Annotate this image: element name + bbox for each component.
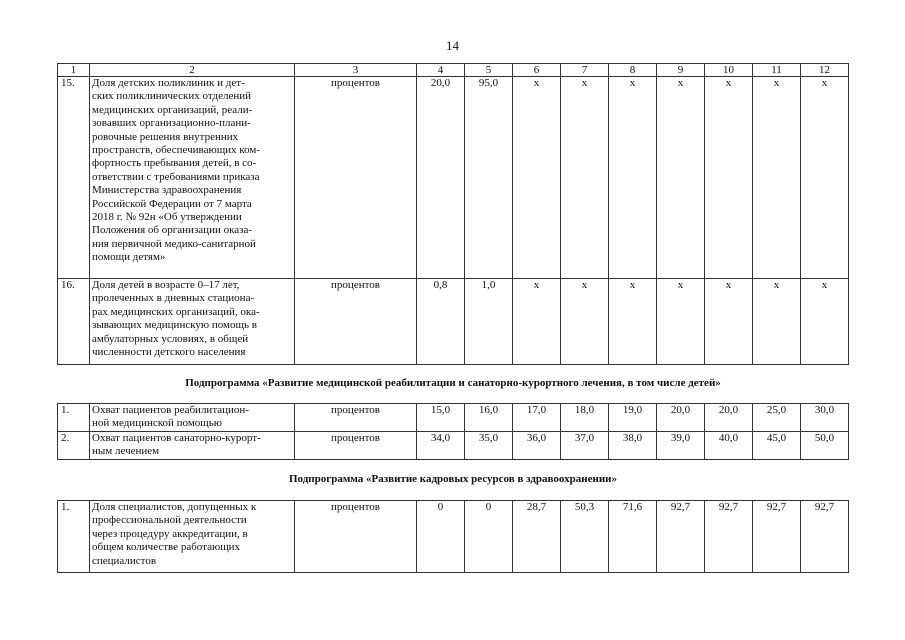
indicator-name: Охват пациентов реабилитацион- ной медицинской помощью [90, 404, 295, 432]
header-row [58, 64, 849, 77]
section-title-row [58, 460, 849, 501]
value-cell: 20,0 [705, 404, 753, 432]
row-number: 15. [58, 77, 90, 279]
value-cell: x [657, 279, 705, 365]
value-cell: 0,8 [417, 279, 465, 365]
value-cell: 1,0 [465, 279, 513, 365]
table-row [58, 279, 849, 365]
value-cell: 39,0 [657, 432, 705, 460]
table-row [58, 432, 849, 460]
indicators-table [57, 63, 849, 573]
table-row [58, 501, 849, 573]
value-cell: x [513, 279, 561, 365]
value-cell: 16,0 [465, 404, 513, 432]
value-cell: 92,7 [753, 501, 801, 573]
value-cell: 38,0 [609, 432, 657, 460]
value-cell: x [609, 77, 657, 279]
value-cell: 15,0 [417, 404, 465, 432]
section-title: Подпрограмма «Развитие медицинской реабилитации и санаторно-курортного лечения, в том числе детей» [58, 365, 849, 404]
indicator-name: Доля специалистов, допущенных к профессиональной деятельности через процедуру аккредитации, в общем количестве работающих специалистов [90, 501, 295, 573]
value-cell: 36,0 [513, 432, 561, 460]
value-cell: 28,7 [513, 501, 561, 573]
section-title-row [58, 365, 849, 404]
page-number: 14 [446, 38, 459, 53]
value-cell: 20,0 [417, 77, 465, 279]
value-cell: x [705, 77, 753, 279]
value-cell: x [561, 279, 609, 365]
value-cell: x [609, 279, 657, 365]
table-row [58, 404, 849, 432]
unit-cell: процентов [295, 404, 417, 432]
value-cell: x [513, 77, 561, 279]
col-header: 8 [609, 64, 657, 77]
table-row [58, 77, 849, 279]
value-cell: 35,0 [465, 432, 513, 460]
col-header: 1 [58, 64, 90, 77]
value-cell: 20,0 [657, 404, 705, 432]
value-cell: 18,0 [561, 404, 609, 432]
value-cell: x [705, 279, 753, 365]
value-cell: 95,0 [465, 77, 513, 279]
col-header: 2 [90, 64, 295, 77]
value-cell: 50,3 [561, 501, 609, 573]
value-cell: 34,0 [417, 432, 465, 460]
col-header: 3 [295, 64, 417, 77]
unit-cell: процентов [295, 501, 417, 573]
unit-cell: процентов [295, 279, 417, 365]
value-cell: 92,7 [801, 501, 849, 573]
value-cell: 71,6 [609, 501, 657, 573]
value-cell: 30,0 [801, 404, 849, 432]
value-cell: 0 [465, 501, 513, 573]
unit-cell: процентов [295, 432, 417, 460]
row-number: 1. [58, 501, 90, 573]
col-header: 9 [657, 64, 705, 77]
row-number: 1. [58, 404, 90, 432]
col-header: 4 [417, 64, 465, 77]
unit-cell: процентов [295, 77, 417, 279]
value-cell: 50,0 [801, 432, 849, 460]
col-header: 5 [465, 64, 513, 77]
value-cell: 19,0 [609, 404, 657, 432]
row-number: 16. [58, 279, 90, 365]
value-cell: x [657, 77, 705, 279]
value-cell: 37,0 [561, 432, 609, 460]
section-title: Подпрограмма «Развитие кадровых ресурсов в здравоохранении» [58, 460, 849, 501]
value-cell: x [753, 279, 801, 365]
value-cell: x [753, 77, 801, 279]
col-header: 7 [561, 64, 609, 77]
col-header: 11 [753, 64, 801, 77]
col-header: 12 [801, 64, 849, 77]
value-cell: 92,7 [657, 501, 705, 573]
value-cell: 40,0 [705, 432, 753, 460]
value-cell: 25,0 [753, 404, 801, 432]
value-cell: 17,0 [513, 404, 561, 432]
col-header: 6 [513, 64, 561, 77]
value-cell: 92,7 [705, 501, 753, 573]
value-cell: x [561, 77, 609, 279]
value-cell: 0 [417, 501, 465, 573]
value-cell: x [801, 77, 849, 279]
value-cell: x [801, 279, 849, 365]
row-number: 2. [58, 432, 90, 460]
value-cell: 45,0 [753, 432, 801, 460]
col-header: 10 [705, 64, 753, 77]
indicator-name: Доля детей в возрасте 0–17 лет, пролеченных в дневных стациона- рах медицинских организаций, ока- зывающих медицинскую помощь в амбулаторных условиях, в общей численности детского населения [90, 279, 295, 365]
indicator-name: Доля детских поликлиник и дет- ских поликлинических отделений медицинских организаций, реали- зовавших организационно-плани- ровочные решения внутренних пространств, обеспечивающих ком- фортность пребывания детей, в со- ответствии с требованиями приказа Министерства здравоохранения Российской Федерации от 7 марта 2018 г. № 92н «Об утверждении Положения об организации оказа- ния первичной медико-санитарной помощи детям» [90, 77, 295, 279]
indicator-name: Охват пациентов санаторно-курорт- ным лечением [90, 432, 295, 460]
